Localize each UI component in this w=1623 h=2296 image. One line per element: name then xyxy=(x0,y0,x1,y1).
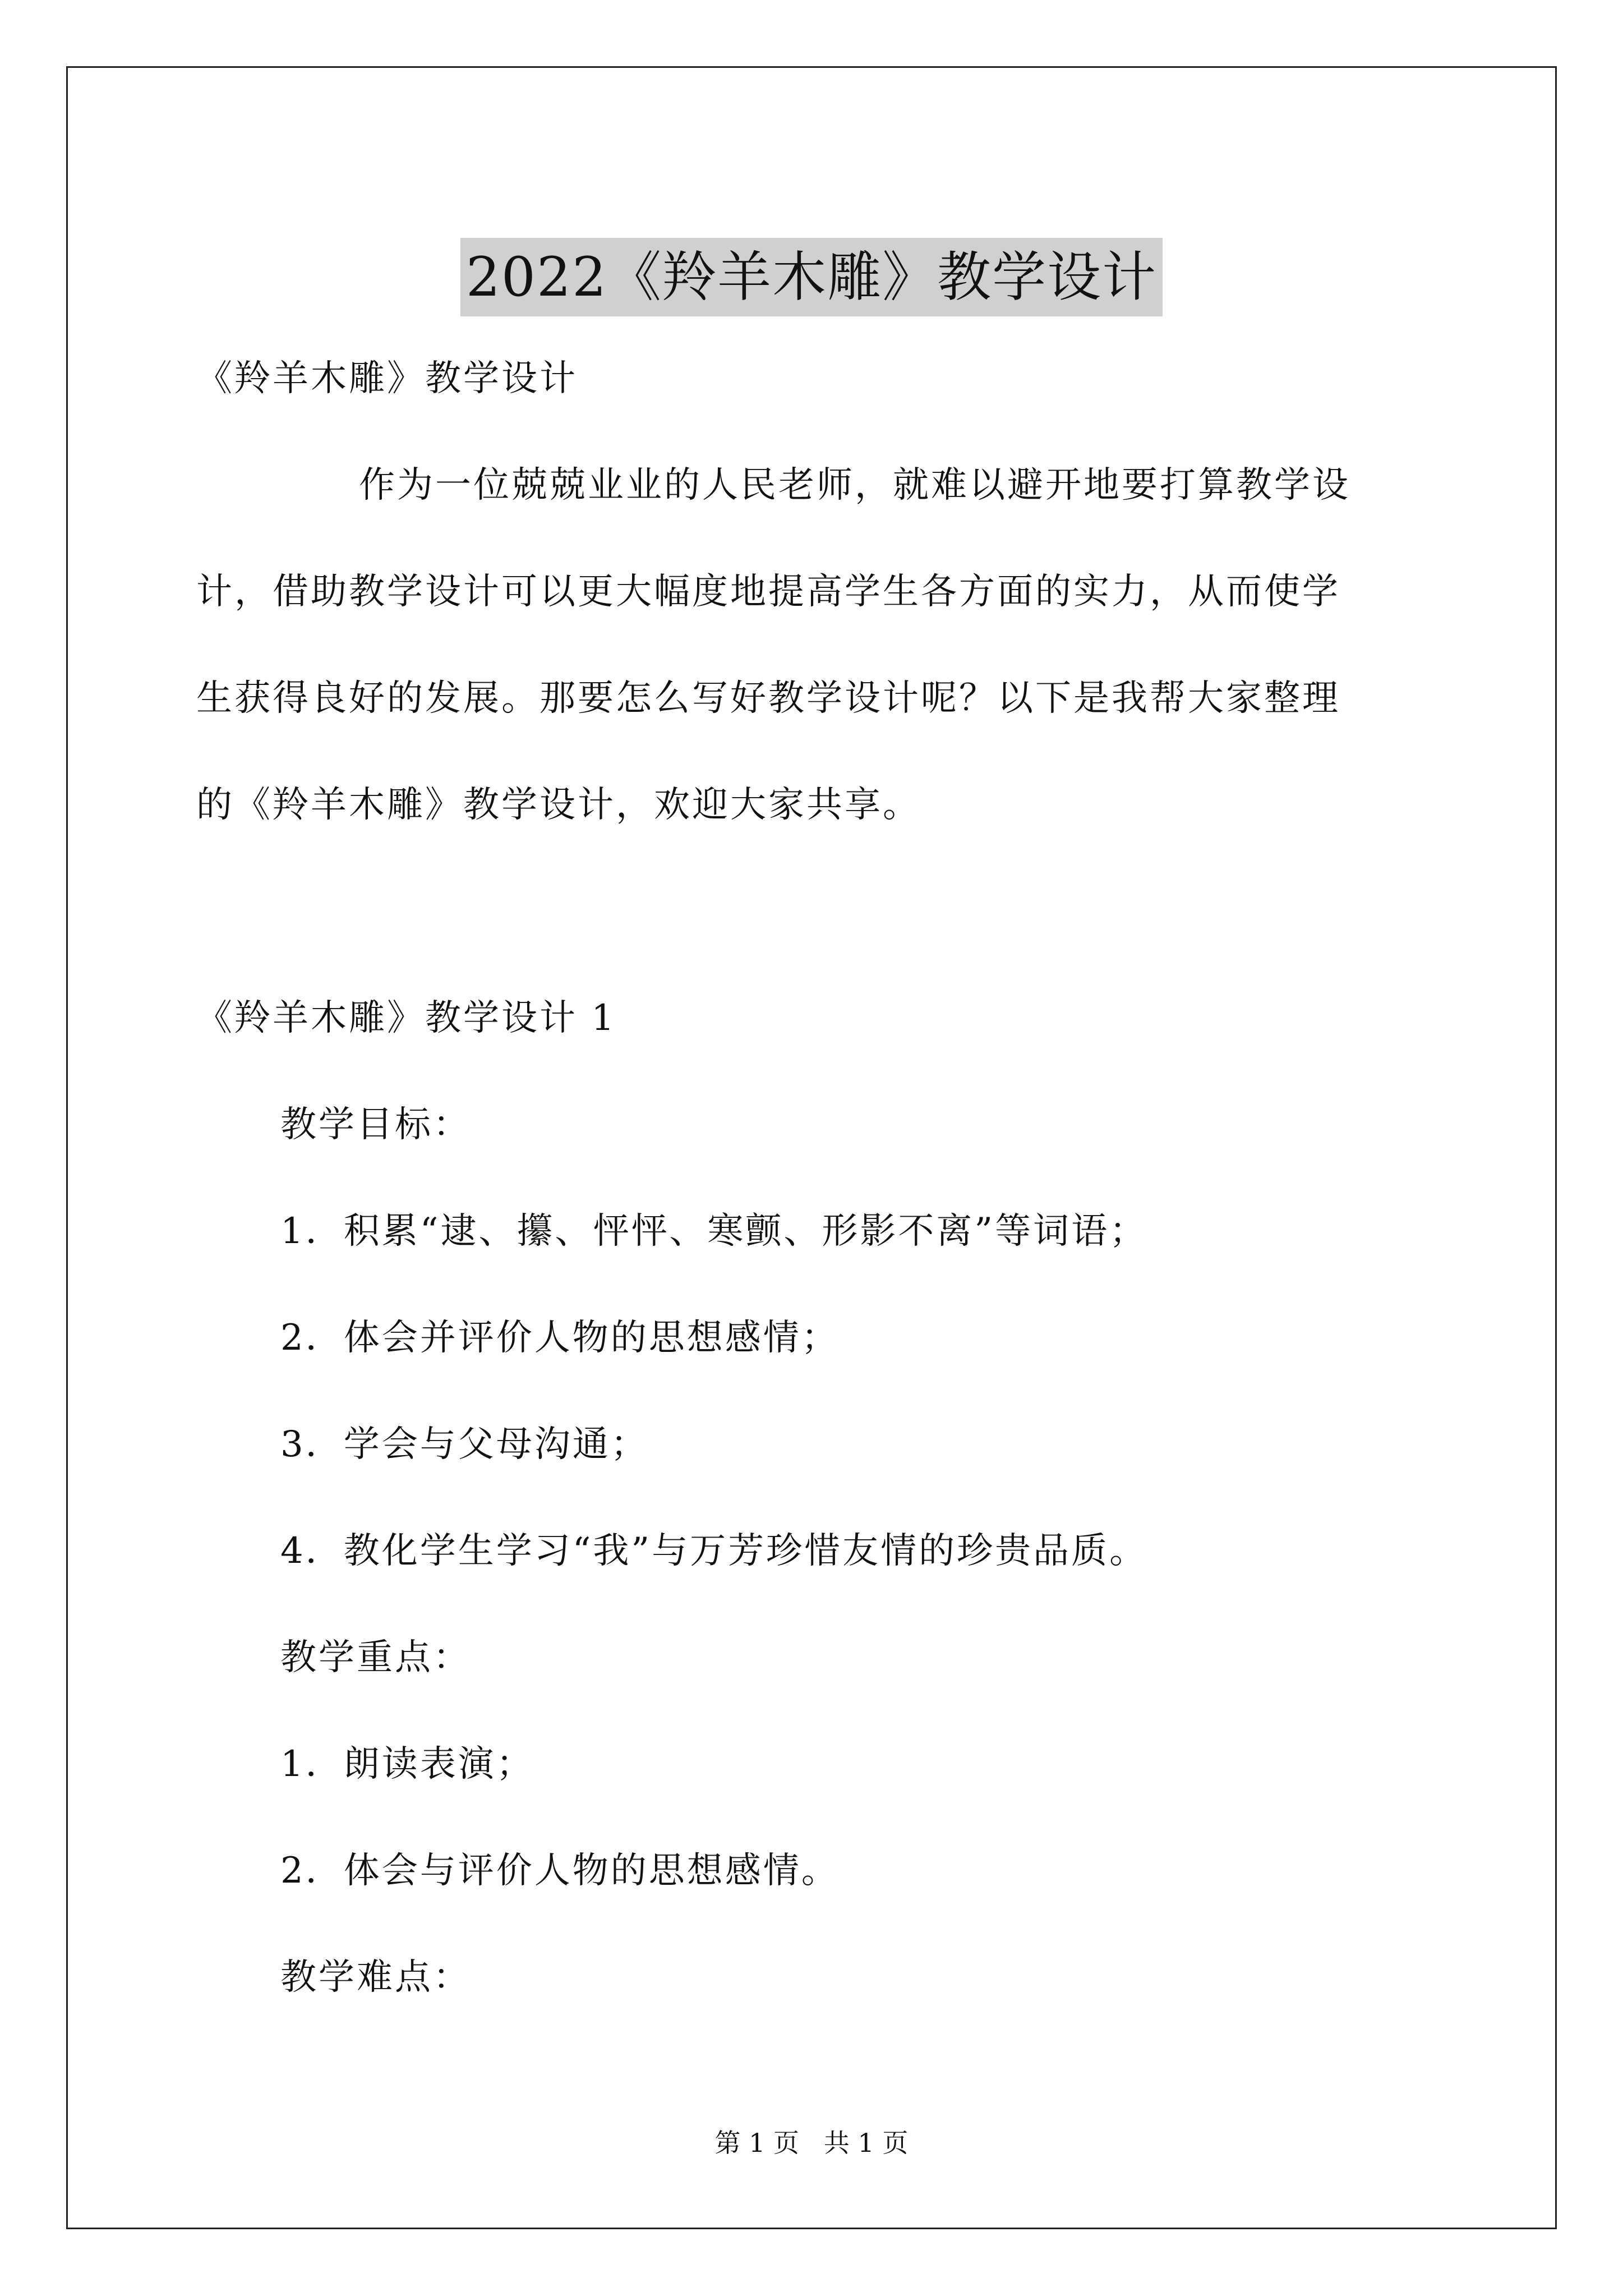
title-container xyxy=(0,202,1623,353)
objective-item-1: 1．积累“逮、攥、怦怦、寒颤、形影不离”等词语； xyxy=(280,1211,1148,1252)
intro-line-4: 的《羚羊木雕》教学设计，欢迎大家共享。 xyxy=(196,784,921,826)
page-footer: 第 1 页 共 1 页 xyxy=(714,2128,909,2158)
objective-item-2: 2．体会并评价人物的思想感情； xyxy=(280,1317,840,1359)
intro-line-1: 作为一位兢兢业业的人民老师，就难以避开地要打算教学设 xyxy=(359,464,1350,506)
key-point-item-2: 2．体会与评价人物的思想感情。 xyxy=(280,1850,840,1892)
document-title: 2022《羚羊木雕》教学设计 xyxy=(460,238,1163,316)
document-subtitle: 《羚羊木雕》教学设计 xyxy=(196,358,578,399)
section-heading: 《羚羊木雕》教学设计 1 xyxy=(196,997,617,1039)
difficulty-heading: 教学难点： xyxy=(280,1957,471,1998)
key-points-heading: 教学重点： xyxy=(280,1637,471,1678)
intro-line-2: 计，借助教学设计可以更大幅度地提高学生各方面的实力，从而使学 xyxy=(196,571,1340,613)
objectives-heading: 教学目标： xyxy=(280,1104,471,1145)
objective-item-3: 3．学会与父母沟通； xyxy=(280,1424,649,1465)
key-point-item-1: 1．朗读表演； xyxy=(280,1743,534,1785)
intro-line-3: 生获得良好的发展。那要怎么写好教学设计呢？以下是我帮大家整理 xyxy=(196,678,1340,719)
objective-item-4: 4．教化学生学习“我”与万芳珍惜友情的珍贵品质。 xyxy=(280,1530,1148,1572)
